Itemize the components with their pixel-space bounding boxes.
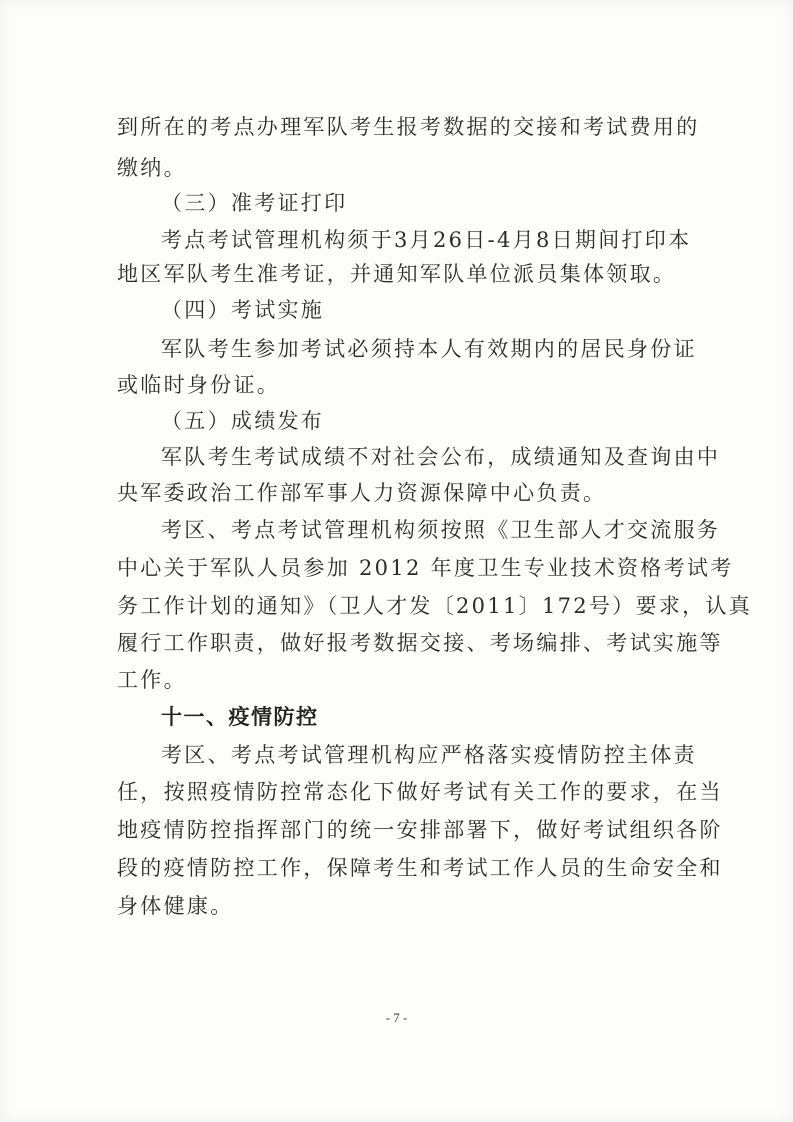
text-line: 中心关于军队人员参加 2012 年度卫生专业技术资格考试考: [117, 556, 734, 580]
text-line: 任，按照疫情防控常态化下做好考试有关工作的要求，在当: [117, 780, 723, 804]
section-heading: （五）成绩发布: [161, 409, 325, 433]
text-line: 地区军队考生准考证，并通知军队单位派员集体领取。: [117, 262, 677, 286]
text-line: 央军委政治工作部军事人力资源保障中心负责。: [117, 481, 607, 505]
text-line: 务工作计划的通知》（卫人才发〔2011〕172号）要求，认真: [117, 594, 753, 618]
page-number: - 7 -: [385, 1010, 408, 1025]
text-line: 考点考试管理机构须于3月26日-4月8日期间打印本: [161, 228, 692, 252]
text-line: 段的疫情防控工作，保障考生和考试工作人员的生命安全和: [117, 856, 723, 880]
text-line: 缴纳。: [117, 156, 187, 180]
text-line: 或临时身份证。: [117, 373, 281, 397]
section-heading: （四）考试实施: [161, 298, 325, 322]
text-line: 工作。: [117, 668, 187, 692]
text-line: 考区、考点考试管理机构须按照《卫生部人才交流服务: [161, 518, 721, 542]
text-line: 考区、考点考试管理机构应严格落实疫情防控主体责: [161, 743, 697, 767]
text-line: 到所在的考点办理军队考生报考数据的交接和考试费用的: [117, 115, 700, 139]
text-line: 履行工作职责，做好报考数据交接、考场编排、考试实施等: [117, 631, 723, 655]
text-line: 军队考生考试成绩不对社会公布，成绩通知及查询由中: [161, 445, 721, 469]
chapter-heading: 十一、疫情防控: [161, 705, 319, 729]
text-line: 身体健康。: [117, 894, 234, 918]
section-heading: （三）准考证打印: [161, 191, 348, 215]
text-line: 地疫情防控指挥部门的统一安排部署下，做好考试组织各阶: [117, 818, 723, 842]
text-line: 军队考生参加考试必须持本人有效期内的居民身份证: [161, 337, 697, 361]
